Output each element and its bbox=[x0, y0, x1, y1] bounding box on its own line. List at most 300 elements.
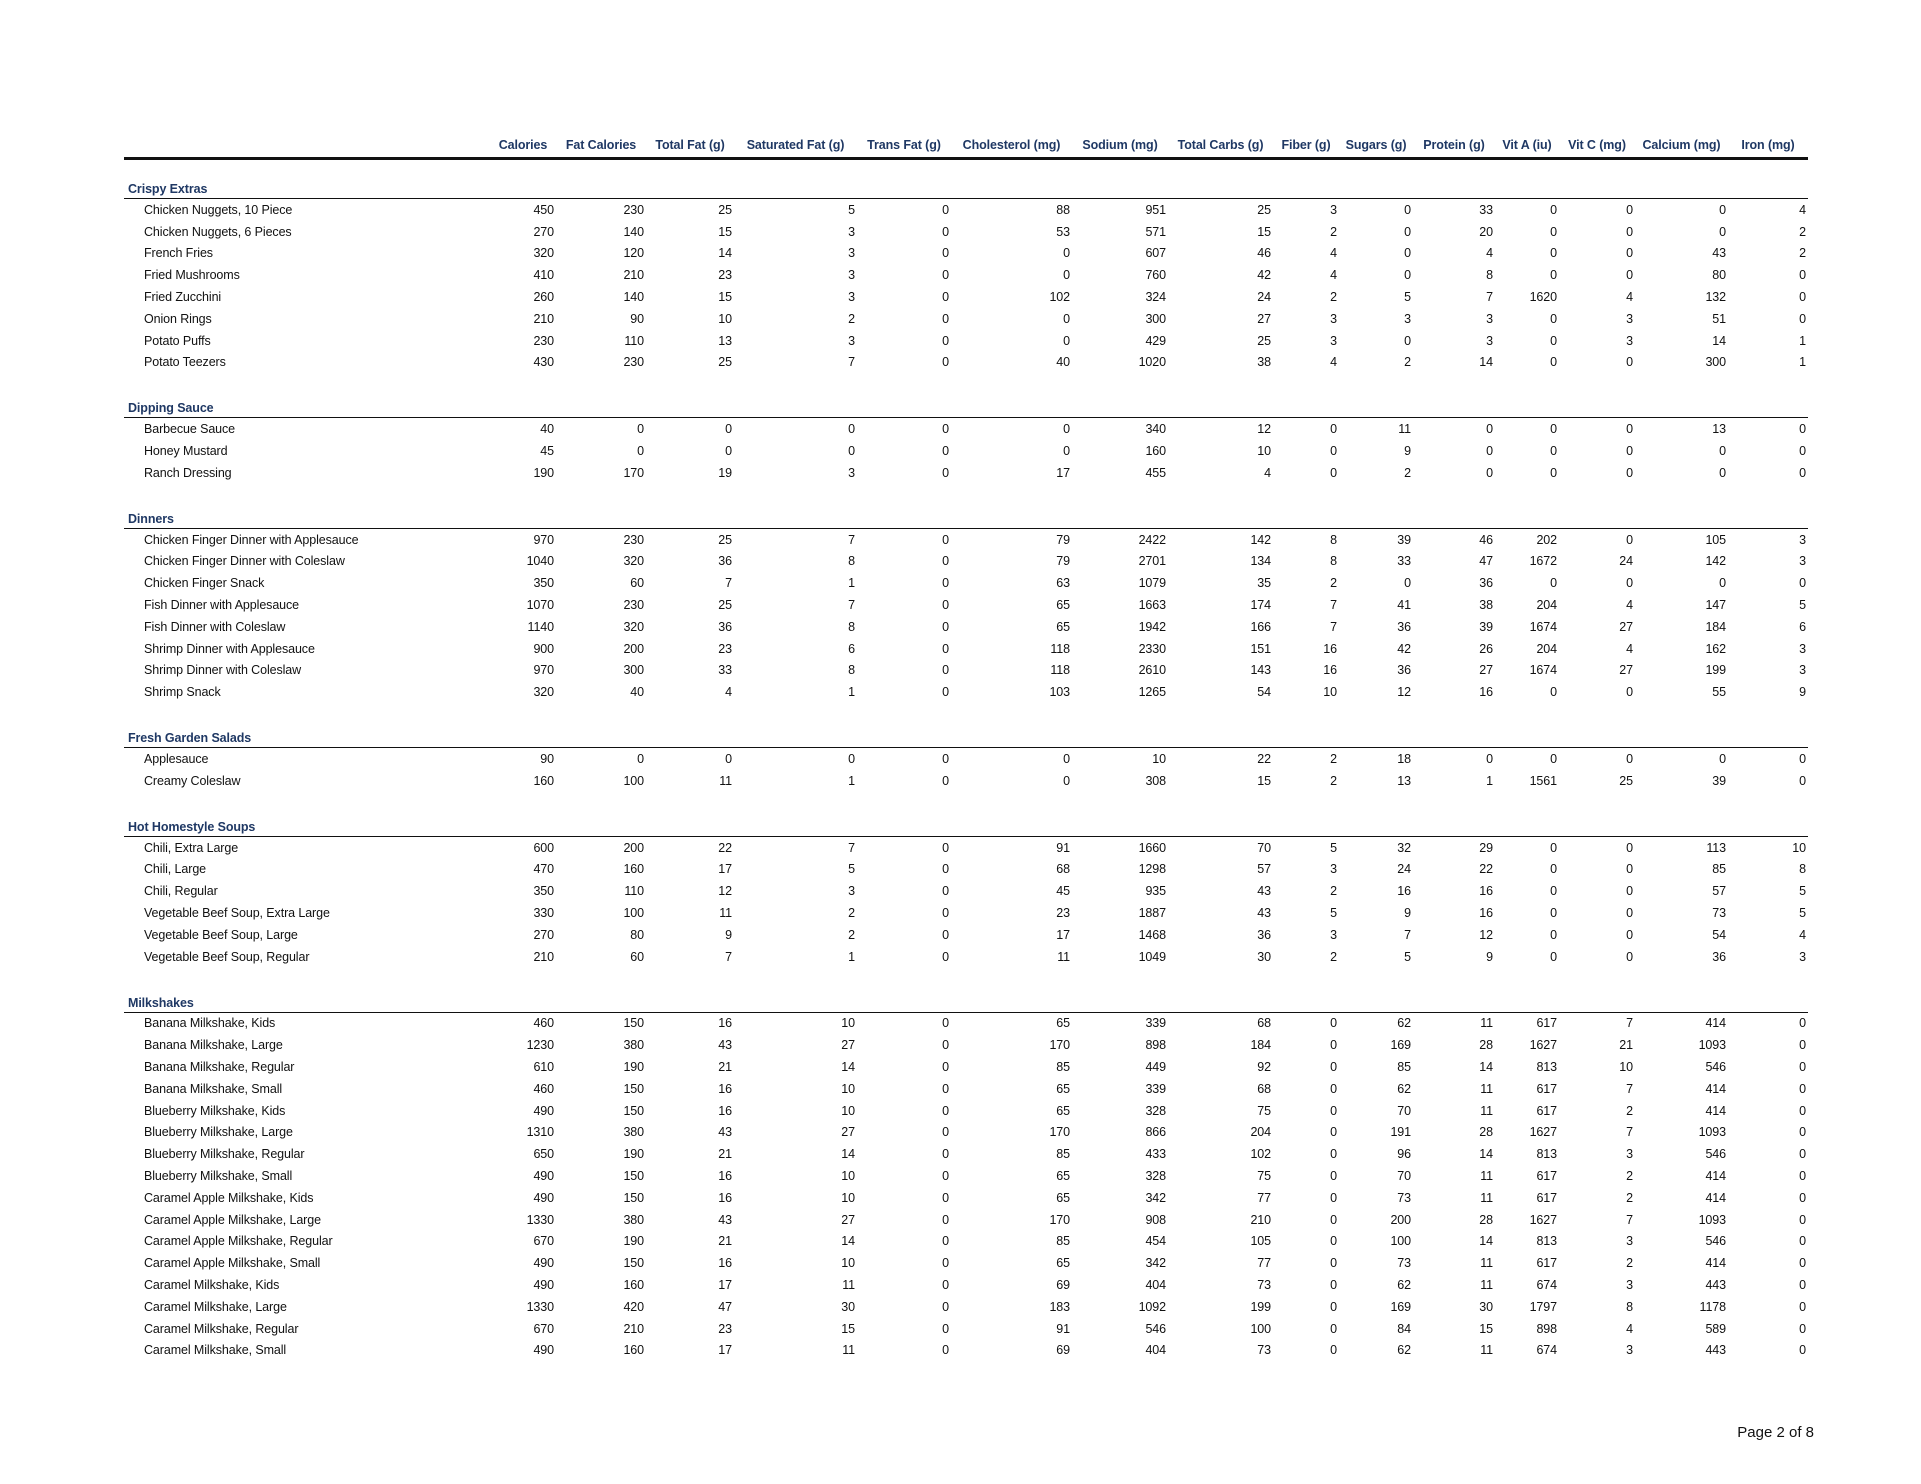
cell-fiber-g: 4 bbox=[1330, 355, 1337, 370]
cell-fat-calories: 320 bbox=[623, 554, 644, 569]
table-row bbox=[124, 352, 1808, 374]
cell-sugars-g: 0 bbox=[1404, 333, 1411, 348]
cell-total-fat-g: 16 bbox=[718, 1081, 732, 1096]
cell-saturated-fat-g: 8 bbox=[848, 619, 855, 634]
cell-sugars-g: 0 bbox=[1404, 246, 1411, 261]
cell-fat-calories: 140 bbox=[623, 224, 644, 239]
cell-sodium-mg: 2701 bbox=[1138, 554, 1166, 569]
cell-sodium-mg: 455 bbox=[1145, 465, 1166, 480]
cell-vit-a-iu: 1797 bbox=[1529, 1299, 1557, 1314]
cell-vit-a-iu: 1620 bbox=[1529, 290, 1557, 305]
cell-saturated-fat-g: 2 bbox=[848, 927, 855, 942]
cell-protein-g: 27 bbox=[1479, 663, 1493, 678]
cell-sugars-g: 7 bbox=[1404, 927, 1411, 942]
cell-sodium-mg: 328 bbox=[1145, 1103, 1166, 1118]
cell-sodium-mg: 1942 bbox=[1138, 619, 1166, 634]
cell-protein-g: 11 bbox=[1480, 1016, 1493, 1031]
cell-sugars-g: 41 bbox=[1397, 598, 1411, 613]
cell-fiber-g: 2 bbox=[1330, 576, 1337, 591]
cell-cholesterol-mg: 45 bbox=[1056, 884, 1070, 899]
cell-fat-calories: 150 bbox=[623, 1190, 644, 1205]
cell-fiber-g: 5 bbox=[1330, 906, 1337, 921]
cell-saturated-fat-g: 0 bbox=[848, 752, 855, 767]
cell-cholesterol-mg: 85 bbox=[1056, 1147, 1070, 1162]
cell-calories: 330 bbox=[533, 906, 554, 921]
cell-total-fat-g: 15 bbox=[718, 224, 732, 239]
table-row bbox=[124, 221, 1808, 243]
cell-calories: 470 bbox=[533, 862, 554, 877]
cell-fat-calories: 160 bbox=[623, 862, 644, 877]
cell-sugars-g: 200 bbox=[1390, 1212, 1411, 1227]
cell-vit-c-mg: 3 bbox=[1626, 1234, 1633, 1249]
cell-trans-fat-g: 0 bbox=[942, 1299, 949, 1314]
cell-calories: 450 bbox=[533, 202, 554, 217]
cell-vit-a-iu: 0 bbox=[1550, 224, 1557, 239]
cell-cholesterol-mg: 79 bbox=[1056, 532, 1070, 547]
cell-sugars-g: 36 bbox=[1397, 619, 1411, 634]
cell-vit-c-mg: 7 bbox=[1626, 1081, 1633, 1096]
category-heading: Fresh Garden Salads bbox=[124, 725, 1808, 748]
cell-calcium-mg: 546 bbox=[1705, 1234, 1726, 1249]
category-row-fresh-garden-salads bbox=[124, 725, 1808, 748]
cell-cholesterol-mg: 65 bbox=[1056, 619, 1070, 634]
cell-vit-c-mg: 21 bbox=[1619, 1038, 1633, 1053]
cell-trans-fat-g: 0 bbox=[942, 1103, 949, 1118]
cell-fat-calories: 0 bbox=[637, 444, 644, 459]
cell-saturated-fat-g: 15 bbox=[841, 1321, 855, 1336]
cell-iron-mg: 3 bbox=[1799, 641, 1806, 656]
item-name: Chili, Extra Large bbox=[144, 840, 239, 855]
category-heading: Crispy Extras bbox=[124, 176, 1808, 199]
cell-trans-fat-g: 0 bbox=[942, 268, 949, 283]
cell-sugars-g: 70 bbox=[1397, 1168, 1411, 1183]
cell-protein-g: 0 bbox=[1486, 465, 1493, 480]
cell-cholesterol-mg: 17 bbox=[1056, 927, 1070, 942]
cell-trans-fat-g: 0 bbox=[942, 1125, 949, 1140]
cell-total-fat-g: 13 bbox=[718, 333, 732, 348]
cell-vit-c-mg: 0 bbox=[1626, 862, 1633, 877]
cell-fiber-g: 0 bbox=[1330, 1016, 1337, 1031]
cell-vit-a-iu: 0 bbox=[1550, 685, 1557, 700]
cell-trans-fat-g: 0 bbox=[942, 554, 949, 569]
cell-cholesterol-mg: 0 bbox=[1063, 246, 1070, 261]
cell-calcium-mg: 162 bbox=[1705, 641, 1726, 656]
cell-iron-mg: 3 bbox=[1799, 949, 1806, 964]
item-name: Caramel Apple Milkshake, Large bbox=[144, 1212, 321, 1227]
cell-protein-g: 38 bbox=[1479, 598, 1493, 613]
cell-total-carbs-g: 174 bbox=[1250, 598, 1271, 613]
cell-calcium-mg: 589 bbox=[1705, 1321, 1726, 1336]
cell-fiber-g: 8 bbox=[1330, 532, 1337, 547]
cell-cholesterol-mg: 88 bbox=[1056, 202, 1070, 217]
cell-protein-g: 26 bbox=[1479, 641, 1493, 656]
cell-cholesterol-mg: 170 bbox=[1049, 1212, 1070, 1227]
cell-calories: 600 bbox=[533, 840, 554, 855]
cell-saturated-fat-g: 10 bbox=[841, 1103, 855, 1118]
cell-iron-mg: 8 bbox=[1799, 862, 1806, 877]
cell-cholesterol-mg: 63 bbox=[1056, 576, 1070, 591]
cell-vit-c-mg: 3 bbox=[1626, 1343, 1633, 1358]
category-spacer bbox=[124, 159, 1808, 177]
cell-fat-calories: 380 bbox=[623, 1038, 644, 1053]
cell-vit-a-iu: 617 bbox=[1536, 1168, 1557, 1183]
cell-protein-g: 9 bbox=[1486, 949, 1493, 964]
cell-total-fat-g: 0 bbox=[725, 444, 732, 459]
cell-total-fat-g: 17 bbox=[718, 1277, 732, 1292]
table-row bbox=[124, 638, 1808, 660]
cell-calcium-mg: 14 bbox=[1712, 333, 1726, 348]
cell-fiber-g: 0 bbox=[1330, 444, 1337, 459]
cell-trans-fat-g: 0 bbox=[942, 773, 949, 788]
category-spacer bbox=[124, 703, 1808, 725]
cell-total-fat-g: 11 bbox=[719, 773, 732, 788]
cell-cholesterol-mg: 91 bbox=[1056, 840, 1070, 855]
cell-iron-mg: 0 bbox=[1799, 1234, 1806, 1249]
cell-fat-calories: 90 bbox=[630, 311, 644, 326]
cell-trans-fat-g: 0 bbox=[942, 862, 949, 877]
item-name: Caramel Apple Milkshake, Regular bbox=[144, 1234, 333, 1249]
cell-fat-calories: 40 bbox=[630, 685, 644, 700]
cell-vit-a-iu: 813 bbox=[1536, 1060, 1557, 1074]
cell-cholesterol-mg: 0 bbox=[1063, 422, 1070, 437]
cell-calories: 1330 bbox=[526, 1299, 554, 1314]
cell-protein-g: 14 bbox=[1479, 1147, 1493, 1162]
cell-cholesterol-mg: 0 bbox=[1063, 311, 1070, 326]
table-row bbox=[124, 1296, 1808, 1318]
category-row-hot-homestyle-soups bbox=[124, 814, 1808, 837]
cell-fiber-g: 0 bbox=[1330, 1147, 1337, 1162]
cell-sodium-mg: 1660 bbox=[1138, 840, 1166, 855]
cell-iron-mg: 6 bbox=[1799, 619, 1806, 634]
item-name: Chicken Finger Dinner with Applesauce bbox=[144, 532, 359, 547]
cell-vit-a-iu: 617 bbox=[1536, 1190, 1557, 1205]
cell-vit-a-iu: 0 bbox=[1550, 246, 1557, 261]
cell-calories: 230 bbox=[533, 333, 554, 348]
cell-trans-fat-g: 0 bbox=[942, 1234, 949, 1249]
cell-protein-g: 30 bbox=[1479, 1299, 1493, 1314]
cell-vit-a-iu: 617 bbox=[1536, 1103, 1557, 1118]
cell-saturated-fat-g: 3 bbox=[848, 333, 855, 348]
cell-trans-fat-g: 0 bbox=[942, 246, 949, 261]
table-row bbox=[124, 924, 1808, 946]
cell-total-carbs-g: 143 bbox=[1250, 663, 1271, 678]
nutrition-sheet bbox=[124, 132, 1808, 1361]
cell-total-carbs-g: 151 bbox=[1250, 641, 1271, 656]
cell-saturated-fat-g: 2 bbox=[848, 311, 855, 326]
column-header-sodium-mg: Sodium (mg) bbox=[1082, 138, 1158, 152]
cell-vit-c-mg: 3 bbox=[1626, 1277, 1633, 1292]
cell-sugars-g: 169 bbox=[1390, 1299, 1411, 1314]
item-name: Banana Milkshake, Small bbox=[144, 1081, 283, 1096]
cell-calories: 270 bbox=[533, 224, 554, 239]
category-row-crispy-extras bbox=[124, 176, 1808, 199]
cell-total-carbs-g: 43 bbox=[1257, 906, 1271, 921]
cell-vit-a-iu: 1674 bbox=[1529, 663, 1557, 678]
cell-trans-fat-g: 0 bbox=[942, 1016, 949, 1031]
table-row bbox=[124, 308, 1808, 330]
cell-vit-a-iu: 0 bbox=[1550, 862, 1557, 877]
cell-fat-calories: 230 bbox=[623, 202, 644, 217]
item-name: Banana Milkshake, Kids bbox=[144, 1016, 276, 1031]
cell-iron-mg: 2 bbox=[1799, 246, 1806, 261]
item-name: Blueberry Milkshake, Large bbox=[144, 1125, 293, 1140]
table-row bbox=[124, 330, 1808, 352]
cell-saturated-fat-g: 14 bbox=[841, 1147, 855, 1162]
cell-total-fat-g: 16 bbox=[718, 1190, 732, 1205]
cell-saturated-fat-g: 0 bbox=[848, 444, 855, 459]
cell-cholesterol-mg: 11 bbox=[1057, 949, 1070, 964]
cell-sugars-g: 24 bbox=[1397, 862, 1411, 877]
cell-calories: 350 bbox=[533, 576, 554, 591]
cell-trans-fat-g: 0 bbox=[942, 290, 949, 305]
cell-calories: 1230 bbox=[526, 1038, 554, 1053]
cell-calories: 1330 bbox=[526, 1212, 554, 1227]
cell-cholesterol-mg: 91 bbox=[1056, 1321, 1070, 1336]
cell-total-fat-g: 23 bbox=[718, 641, 732, 656]
cell-vit-c-mg: 4 bbox=[1626, 290, 1633, 305]
cell-cholesterol-mg: 40 bbox=[1056, 355, 1070, 370]
cell-saturated-fat-g: 30 bbox=[841, 1299, 855, 1314]
cell-vit-c-mg: 0 bbox=[1626, 685, 1633, 700]
cell-vit-a-iu: 0 bbox=[1550, 906, 1557, 921]
cell-vit-c-mg: 4 bbox=[1626, 641, 1633, 656]
cell-fat-calories: 230 bbox=[623, 355, 644, 370]
cell-sodium-mg: 546 bbox=[1145, 1321, 1166, 1336]
cell-iron-mg: 0 bbox=[1799, 1343, 1806, 1358]
cell-calories: 460 bbox=[533, 1016, 554, 1031]
cell-fiber-g: 0 bbox=[1330, 1168, 1337, 1183]
cell-vit-a-iu: 1627 bbox=[1529, 1038, 1557, 1053]
cell-protein-g: 47 bbox=[1479, 554, 1493, 569]
cell-calcium-mg: 39 bbox=[1712, 773, 1726, 788]
cell-total-carbs-g: 25 bbox=[1257, 333, 1271, 348]
cell-iron-mg: 0 bbox=[1799, 752, 1806, 767]
cell-fat-calories: 150 bbox=[623, 1168, 644, 1183]
cell-vit-c-mg: 0 bbox=[1626, 422, 1633, 437]
cell-vit-c-mg: 10 bbox=[1619, 1060, 1633, 1074]
item-name: Chicken Nuggets, 6 Pieces bbox=[144, 224, 292, 239]
cell-vit-c-mg: 0 bbox=[1626, 752, 1633, 767]
cell-sodium-mg: 328 bbox=[1145, 1168, 1166, 1183]
cell-total-fat-g: 23 bbox=[718, 1321, 732, 1336]
cell-total-carbs-g: 77 bbox=[1257, 1190, 1271, 1205]
cell-protein-g: 3 bbox=[1486, 311, 1493, 326]
cell-sugars-g: 5 bbox=[1404, 290, 1411, 305]
cell-calcium-mg: 414 bbox=[1705, 1016, 1726, 1031]
cell-iron-mg: 0 bbox=[1799, 1038, 1806, 1053]
table-row bbox=[124, 1230, 1808, 1252]
cell-calcium-mg: 55 bbox=[1712, 685, 1726, 700]
cell-vit-a-iu: 0 bbox=[1550, 949, 1557, 964]
item-name: Caramel Apple Milkshake, Kids bbox=[144, 1190, 314, 1205]
cell-vit-c-mg: 7 bbox=[1626, 1016, 1633, 1031]
cell-vit-a-iu: 617 bbox=[1536, 1081, 1557, 1096]
cell-calories: 900 bbox=[533, 641, 554, 656]
cell-vit-a-iu: 674 bbox=[1536, 1277, 1557, 1292]
item-name: Onion Rings bbox=[144, 311, 212, 326]
cell-calcium-mg: 414 bbox=[1705, 1081, 1726, 1096]
cell-total-carbs-g: 15 bbox=[1257, 224, 1271, 239]
cell-cholesterol-mg: 69 bbox=[1056, 1277, 1070, 1292]
cell-sodium-mg: 324 bbox=[1145, 290, 1166, 305]
cell-total-fat-g: 25 bbox=[718, 355, 732, 370]
cell-vit-a-iu: 202 bbox=[1536, 532, 1557, 547]
cell-vit-c-mg: 0 bbox=[1626, 224, 1633, 239]
cell-sugars-g: 9 bbox=[1404, 906, 1411, 921]
cell-saturated-fat-g: 2 bbox=[848, 906, 855, 921]
cell-fat-calories: 190 bbox=[623, 1147, 644, 1162]
cell-calcium-mg: 199 bbox=[1705, 663, 1726, 678]
cell-saturated-fat-g: 10 bbox=[841, 1081, 855, 1096]
cell-iron-mg: 0 bbox=[1799, 576, 1806, 591]
item-name: Fried Zucchini bbox=[144, 290, 222, 305]
cell-calcium-mg: 142 bbox=[1705, 554, 1726, 569]
cell-calories: 970 bbox=[533, 532, 554, 547]
cell-vit-c-mg: 2 bbox=[1626, 1190, 1633, 1205]
category-row-dipping-sauce bbox=[124, 395, 1808, 418]
cell-iron-mg: 0 bbox=[1799, 773, 1806, 788]
cell-fat-calories: 60 bbox=[630, 949, 644, 964]
cell-total-carbs-g: 10 bbox=[1257, 444, 1271, 459]
cell-fiber-g: 7 bbox=[1330, 619, 1337, 634]
nutrition-table bbox=[124, 132, 1808, 1361]
cell-sodium-mg: 1298 bbox=[1138, 862, 1166, 877]
cell-total-carbs-g: 100 bbox=[1250, 1321, 1271, 1336]
cell-vit-a-iu: 617 bbox=[1536, 1016, 1557, 1031]
item-name: Creamy Coleslaw bbox=[144, 773, 241, 788]
column-header-fiber-g: Fiber (g) bbox=[1281, 138, 1331, 152]
cell-vit-a-iu: 0 bbox=[1550, 268, 1557, 283]
cell-total-carbs-g: 43 bbox=[1257, 884, 1271, 899]
cell-cholesterol-mg: 65 bbox=[1056, 1256, 1070, 1271]
cell-total-fat-g: 17 bbox=[718, 862, 732, 877]
cell-fiber-g: 0 bbox=[1330, 422, 1337, 437]
cell-iron-mg: 4 bbox=[1799, 202, 1806, 217]
cell-calcium-mg: 105 bbox=[1705, 532, 1726, 547]
cell-fat-calories: 200 bbox=[623, 641, 644, 656]
cell-vit-c-mg: 0 bbox=[1626, 949, 1633, 964]
item-name: Caramel Milkshake, Kids bbox=[144, 1277, 280, 1292]
table-row bbox=[124, 1034, 1808, 1056]
cell-saturated-fat-g: 3 bbox=[848, 465, 855, 480]
cell-fat-calories: 420 bbox=[623, 1299, 644, 1314]
cell-saturated-fat-g: 27 bbox=[841, 1038, 855, 1053]
cell-cholesterol-mg: 0 bbox=[1063, 752, 1070, 767]
cell-calories: 490 bbox=[533, 1277, 554, 1292]
cell-fiber-g: 0 bbox=[1330, 1190, 1337, 1205]
table-row bbox=[124, 660, 1808, 682]
cell-trans-fat-g: 0 bbox=[942, 532, 949, 547]
cell-vit-a-iu: 1672 bbox=[1529, 554, 1557, 569]
cell-total-carbs-g: 46 bbox=[1257, 246, 1271, 261]
cell-vit-c-mg: 7 bbox=[1626, 1212, 1633, 1227]
cell-vit-c-mg: 0 bbox=[1626, 906, 1633, 921]
cell-calcium-mg: 13 bbox=[1712, 422, 1726, 437]
cell-sugars-g: 2 bbox=[1404, 465, 1411, 480]
column-header-fat-calories: Fat Calories bbox=[565, 138, 637, 152]
cell-protein-g: 15 bbox=[1479, 1321, 1493, 1336]
cell-total-carbs-g: 75 bbox=[1257, 1103, 1271, 1118]
cell-sodium-mg: 342 bbox=[1145, 1190, 1166, 1205]
cell-iron-mg: 3 bbox=[1799, 663, 1806, 678]
cell-sodium-mg: 1092 bbox=[1138, 1299, 1166, 1314]
cell-vit-a-iu: 674 bbox=[1536, 1343, 1557, 1358]
cell-total-fat-g: 12 bbox=[718, 884, 732, 899]
cell-sodium-mg: 1887 bbox=[1138, 906, 1166, 921]
cell-saturated-fat-g: 3 bbox=[848, 268, 855, 283]
cell-total-fat-g: 23 bbox=[718, 268, 732, 283]
cell-iron-mg: 10 bbox=[1792, 840, 1806, 855]
cell-sugars-g: 5 bbox=[1404, 949, 1411, 964]
cell-vit-c-mg: 0 bbox=[1626, 355, 1633, 370]
cell-sodium-mg: 2610 bbox=[1138, 663, 1166, 678]
cell-fat-calories: 380 bbox=[623, 1125, 644, 1140]
cell-saturated-fat-g: 1 bbox=[848, 576, 855, 591]
item-name: Ranch Dressing bbox=[144, 465, 232, 480]
cell-saturated-fat-g: 14 bbox=[841, 1060, 855, 1074]
cell-total-fat-g: 22 bbox=[718, 840, 732, 855]
cell-total-carbs-g: 105 bbox=[1250, 1234, 1271, 1249]
cell-cholesterol-mg: 118 bbox=[1050, 641, 1070, 656]
cell-iron-mg: 1 bbox=[1799, 333, 1806, 348]
cell-saturated-fat-g: 3 bbox=[848, 290, 855, 305]
cell-protein-g: 28 bbox=[1479, 1212, 1493, 1227]
cell-trans-fat-g: 0 bbox=[942, 311, 949, 326]
cell-total-fat-g: 16 bbox=[718, 1256, 732, 1271]
cell-sugars-g: 62 bbox=[1397, 1343, 1411, 1358]
table-row bbox=[124, 418, 1808, 440]
cell-total-fat-g: 43 bbox=[718, 1125, 732, 1140]
cell-total-carbs-g: 36 bbox=[1257, 927, 1271, 942]
item-name: Caramel Milkshake, Regular bbox=[144, 1321, 299, 1336]
cell-protein-g: 11 bbox=[1480, 1190, 1493, 1205]
cell-sodium-mg: 866 bbox=[1145, 1125, 1166, 1140]
cell-total-carbs-g: 54 bbox=[1257, 685, 1271, 700]
cell-vit-c-mg: 3 bbox=[1626, 311, 1633, 326]
cell-fat-calories: 160 bbox=[623, 1343, 644, 1358]
table-row bbox=[124, 1100, 1808, 1122]
cell-calcium-mg: 414 bbox=[1705, 1190, 1726, 1205]
cell-fat-calories: 300 bbox=[623, 663, 644, 678]
cell-iron-mg: 0 bbox=[1799, 1016, 1806, 1031]
cell-fiber-g: 3 bbox=[1330, 862, 1337, 877]
cell-sugars-g: 42 bbox=[1397, 641, 1411, 656]
cell-total-fat-g: 21 bbox=[718, 1234, 732, 1249]
cell-cholesterol-mg: 65 bbox=[1056, 1168, 1070, 1183]
cell-iron-mg: 0 bbox=[1799, 444, 1806, 459]
cell-vit-a-iu: 0 bbox=[1550, 422, 1557, 437]
cell-cholesterol-mg: 65 bbox=[1056, 598, 1070, 613]
item-name: Blueberry Milkshake, Small bbox=[144, 1168, 293, 1183]
cell-sugars-g: 39 bbox=[1397, 532, 1411, 547]
cell-sugars-g: 3 bbox=[1404, 311, 1411, 326]
cell-sodium-mg: 1468 bbox=[1138, 927, 1166, 942]
cell-fiber-g: 2 bbox=[1330, 290, 1337, 305]
cell-total-fat-g: 16 bbox=[718, 1103, 732, 1118]
cell-vit-c-mg: 0 bbox=[1626, 465, 1633, 480]
table-row bbox=[124, 1274, 1808, 1296]
cell-vit-c-mg: 0 bbox=[1626, 532, 1633, 547]
table-row bbox=[124, 1318, 1808, 1340]
cell-sugars-g: 0 bbox=[1404, 268, 1411, 283]
cell-vit-a-iu: 1627 bbox=[1529, 1125, 1557, 1140]
cell-saturated-fat-g: 6 bbox=[848, 641, 855, 656]
cell-protein-g: 39 bbox=[1479, 619, 1493, 634]
cell-total-fat-g: 14 bbox=[718, 246, 732, 261]
cell-total-fat-g: 15 bbox=[718, 290, 732, 305]
item-name: Applesauce bbox=[144, 752, 209, 767]
cell-total-fat-g: 25 bbox=[718, 202, 732, 217]
